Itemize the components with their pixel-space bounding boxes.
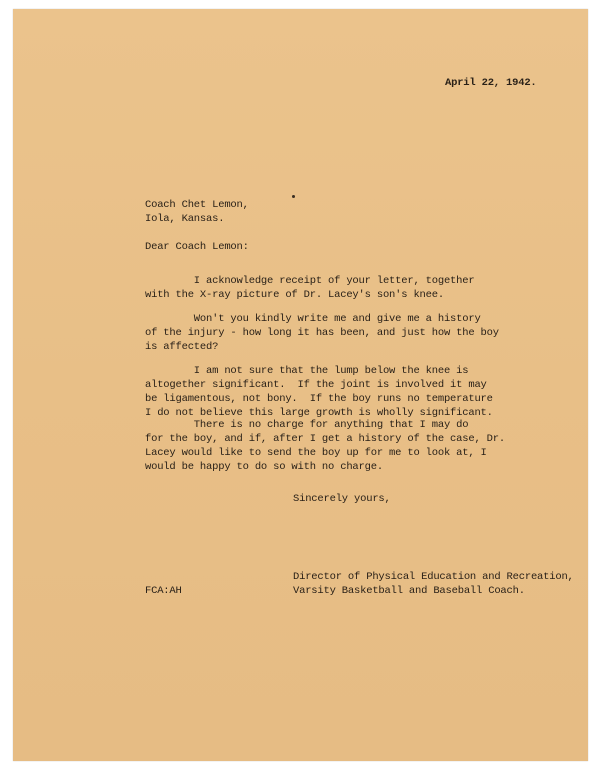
letter-page [13,9,588,761]
letter-date: April 22, 1942. [445,77,537,89]
paper-mark [292,195,295,198]
salutation: Dear Coach Lemon: [145,241,249,253]
body-paragraph-3: I am not sure that the lump below the knee is altogether significant. If the joint is involved it may be ligamentous, not bony. If the boy runs no temperature I do not believe this large growth is wholly significant. [145,365,493,419]
signature-title-line-2: Varsity Basketball and Baseball Coach. [293,585,525,597]
body-paragraph-4: There is no charge for anything that I may do for the boy, and if, after I get a history of the case, Dr. Lacey would like to send the boy up for me to look at, I would be happy to do so with no charge. [145,419,505,473]
body-paragraph-2: Won't you kindly write me and give me a history of the injury - how long it has been, and just how the boy is affected? [145,313,499,353]
recipient-location: Iola, Kansas. [145,213,225,225]
reference-initials: FCA:AH [145,585,182,597]
body-paragraph-1: I acknowledge receipt of your letter, together with the X-ray picture of Dr. Lacey's son's knee. [145,275,475,301]
signature-title-line-1: Director of Physical Education and Recreation, [293,571,574,583]
recipient-name: Coach Chet Lemon, [145,199,249,211]
closing: Sincerely yours, [293,493,391,505]
